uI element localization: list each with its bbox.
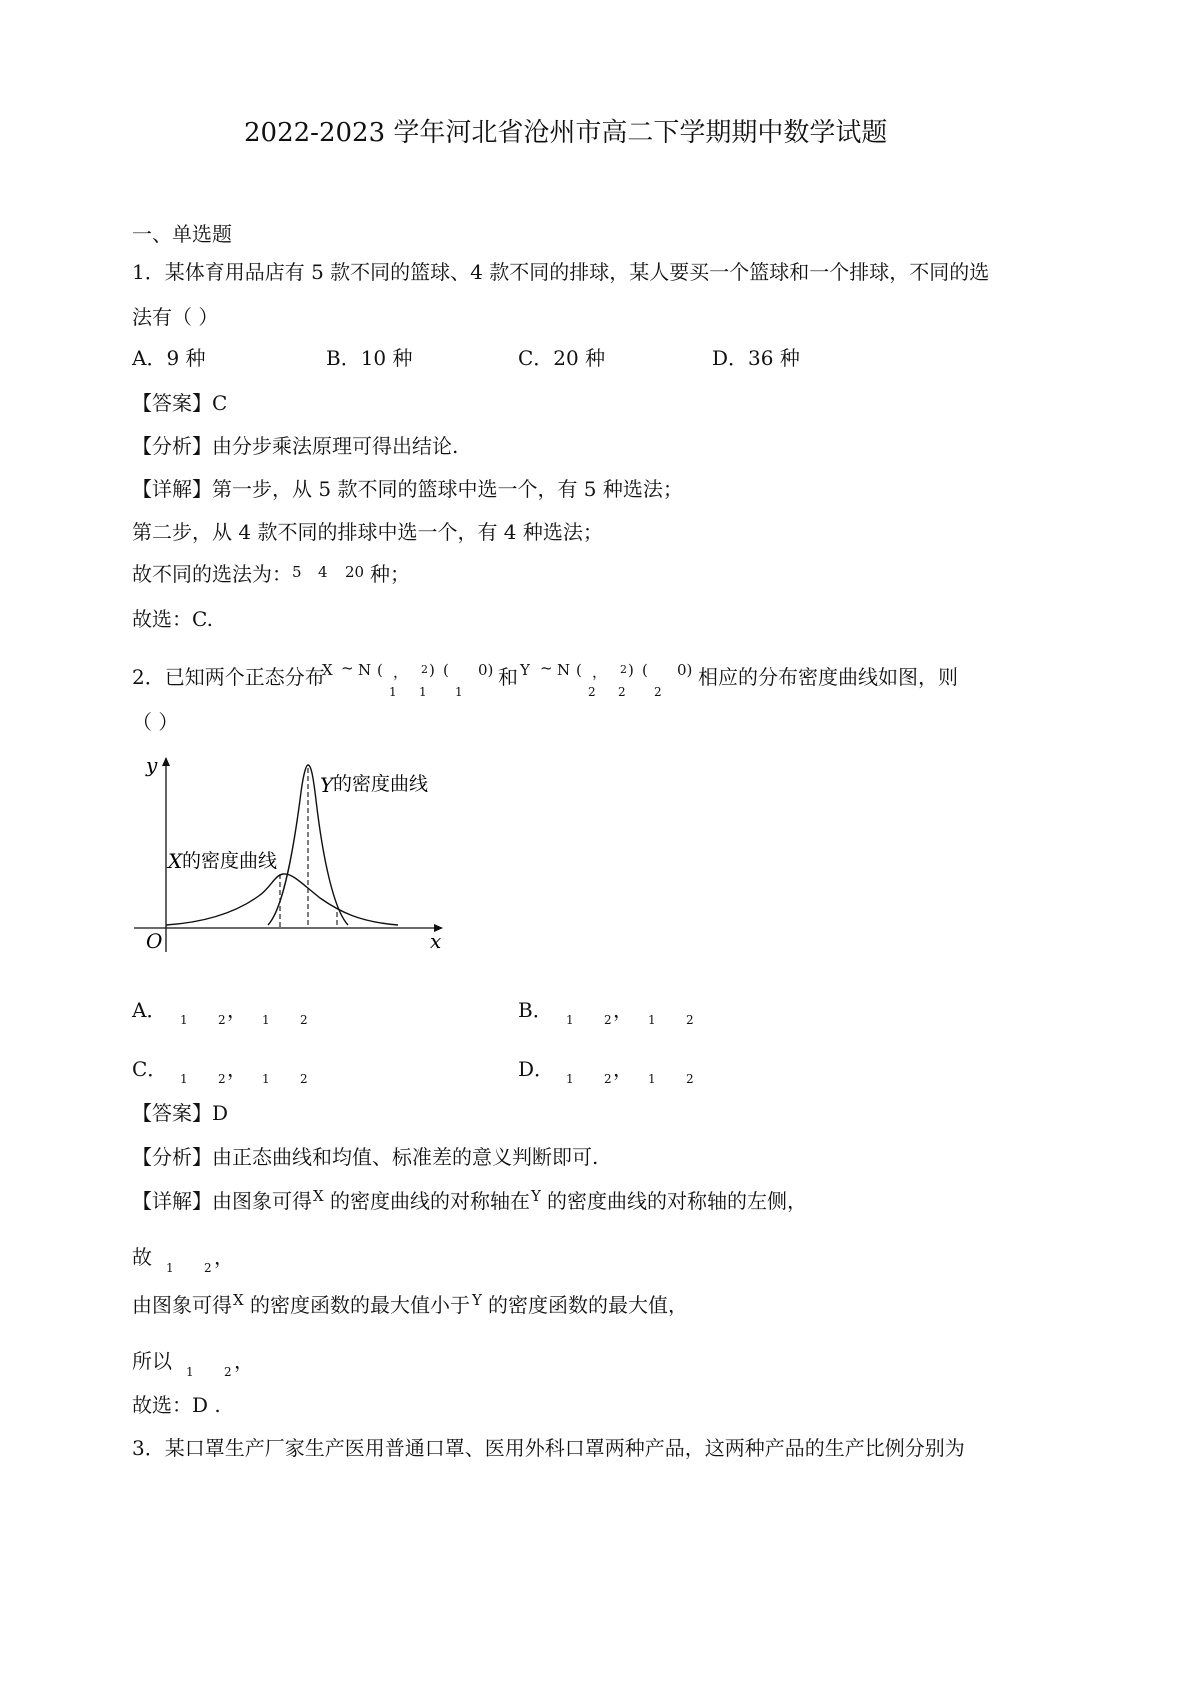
q2-detail-line5: 故选：D . xyxy=(132,1393,221,1417)
q2-option-a-sub1: 1 xyxy=(180,1013,188,1027)
q2-detail-line3-a: 由图象可得 xyxy=(132,1293,232,1317)
x-density-curve xyxy=(166,874,398,925)
q1-detail-line4: 故选：C. xyxy=(132,607,213,631)
x-curve-label: 的密度曲线 xyxy=(182,850,278,872)
q2-stem-open-1b: ( xyxy=(443,661,449,679)
q2-detail-line2-prefix: 故 xyxy=(132,1245,152,1269)
density-curves-figure xyxy=(120,750,450,960)
q2-stem-zero-1: 0) xyxy=(478,661,494,679)
q2-option-d-sub1: 1 xyxy=(566,1072,574,1086)
q2-stem-sub-b: 1 xyxy=(419,685,427,699)
q2-option-b-sep: ， xyxy=(613,998,633,1022)
q2-option-d-sep: ， xyxy=(613,1057,633,1081)
q2-answer: 【答案】D xyxy=(132,1101,229,1125)
q2-detail-line1-c: 的密度曲线的对称轴的左侧， xyxy=(547,1189,807,1213)
q2-stem-prefix: 2．已知两个正态分布 xyxy=(132,665,325,689)
q1-math-4: 4 xyxy=(318,563,328,581)
q2-option-a-sep: ， xyxy=(227,998,247,1022)
document-title: 2022-2023 学年河北省沧州市高二下学期期中数学试题 xyxy=(244,118,888,148)
q2-stem-sub-e: 2 xyxy=(618,685,626,699)
origin-label: O xyxy=(146,929,163,953)
q2-option-d-sub2: 2 xyxy=(604,1072,612,1086)
q1-detail-line2: 第二步，从 4 款不同的排球中选一个，有 4 种选法； xyxy=(132,520,603,544)
q2-detail-line2-sub2: 2 xyxy=(204,1261,212,1275)
q2-option-b-sub1: 1 xyxy=(566,1013,574,1027)
q2-stem-y: Y xyxy=(520,661,530,679)
q2-option-c-sub3: 1 xyxy=(262,1072,270,1086)
q2-stem-paren-2: ( xyxy=(576,661,582,679)
q2-option-c-sub4: 2 xyxy=(300,1072,308,1086)
q2-detail-line3-c: 的密度函数的最大值， xyxy=(488,1293,688,1317)
q2-stem-n-1: N xyxy=(358,661,372,679)
q1-detail-line1: 【详解】第一步，从 5 款不同的篮球中选一个，有 5 种选法； xyxy=(132,477,683,501)
q1-stem-line1: 1．某体育用品店有 5 款不同的篮球、4 款不同的排球，某人要买一个篮球和一个排球，不同的选 xyxy=(132,260,990,284)
q2-detail-line2-sub1: 1 xyxy=(166,1261,174,1275)
q2-stem-suffix: 相应的分布密度曲线如图，则 xyxy=(698,665,958,689)
q2-detail-line3-y: Y xyxy=(472,1291,482,1309)
x-axis-label: x xyxy=(430,929,442,953)
q2-detail-line3-b: 的密度函数的最大值小于 xyxy=(250,1293,470,1317)
q2-detail-line4-prefix: 所以 xyxy=(132,1349,172,1373)
q2-option-c-sub2: 2 xyxy=(218,1072,226,1086)
x-curve-var: X xyxy=(168,849,183,873)
q2-option-c-sub1: 1 xyxy=(180,1072,188,1086)
q2-stem-sub-c: 1 xyxy=(455,685,463,699)
q2-stem-tilde-2: ~ xyxy=(540,659,553,677)
q2-option-d-sub4: 2 xyxy=(686,1072,694,1086)
y-curve-label: 的密度曲线 xyxy=(333,773,429,795)
q1-option-a: A．9 种 xyxy=(132,346,206,370)
q2-detail-line4-sub1: 1 xyxy=(186,1365,194,1379)
q2-option-a-sub4: 2 xyxy=(300,1013,308,1027)
q1-detail-line3-prefix: 故不同的选法为： xyxy=(132,562,292,586)
q2-detail-line2-suffix: ， xyxy=(214,1245,234,1269)
q2-detail-line4-suffix: ， xyxy=(234,1349,254,1373)
q2-stem-x: X xyxy=(322,661,333,679)
q2-stem-n-2: N xyxy=(557,661,571,679)
q2-stem-sup-2: 2 xyxy=(620,663,627,676)
q2-option-a-sub2: 2 xyxy=(218,1013,226,1027)
q2-option-d-sub3: 1 xyxy=(648,1072,656,1086)
q3-stem-line1: 3．某口罩生产厂家生产医用普通口罩、医用外科口罩两种产品，这两种产品的生产比例分别为 xyxy=(132,1436,965,1460)
q1-math-5: 5 xyxy=(292,563,302,581)
q2-stem-sup-1: 2 xyxy=(421,663,428,676)
q1-analysis: 【分析】由分步乘法原理可得出结论. xyxy=(132,434,459,458)
q2-detail-line1-y: Y xyxy=(531,1187,541,1205)
q2-option-a-sub3: 1 xyxy=(262,1013,270,1027)
q2-option-c-sep: ， xyxy=(227,1057,247,1081)
q1-option-d: D．36 种 xyxy=(712,346,800,370)
q1-option-b: B．10 种 xyxy=(326,346,413,370)
q2-option-b-sub2: 2 xyxy=(604,1013,612,1027)
q2-option-c-letter: C． xyxy=(132,1057,168,1081)
q2-stem-sub-a: 1 xyxy=(389,685,397,699)
q2-detail-line4-sub2: 2 xyxy=(224,1365,232,1379)
q2-option-a-letter: A． xyxy=(132,998,167,1022)
q1-stem-line2: 法有（ ） xyxy=(132,305,219,329)
q2-detail-line3-x: X xyxy=(233,1291,244,1309)
q2-detail-line1-a: 【详解】由图象可得 xyxy=(132,1189,312,1213)
q2-analysis: 【分析】由正态曲线和均值、标准差的意义判断即可. xyxy=(132,1145,599,1169)
q2-stem-paren-1: ( xyxy=(377,661,383,679)
q2-stem-comma-1: ， xyxy=(393,663,409,681)
q2-option-b-sub3: 1 xyxy=(648,1013,656,1027)
q2-detail-line1-x: X xyxy=(313,1187,324,1205)
q1-detail-line3-suffix: 种； xyxy=(370,562,410,586)
q2-option-d-letter: D． xyxy=(518,1057,555,1081)
q2-stem-zero-2: 0) xyxy=(677,661,693,679)
q1-option-c: C．20 种 xyxy=(518,346,606,370)
q2-detail-line1-b: 的密度曲线的对称轴在 xyxy=(330,1189,530,1213)
y-curve-var: Y xyxy=(320,773,334,797)
q2-option-b-letter: B． xyxy=(518,998,553,1022)
q2-stem-line2: （ ） xyxy=(132,710,179,734)
q2-stem-comma-2: ， xyxy=(592,663,608,681)
y-axis-label: y xyxy=(146,753,158,777)
q2-stem-and: 和 xyxy=(498,665,518,689)
q2-stem-open-2b: ( xyxy=(642,661,648,679)
q2-stem-close-2: ) xyxy=(628,661,634,679)
q1-answer: 【答案】C xyxy=(132,391,228,415)
q2-stem-sub-f: 2 xyxy=(654,685,662,699)
q1-math-20: 20 xyxy=(345,563,365,581)
q2-stem-tilde-1: ~ xyxy=(341,659,354,677)
q2-stem-close-1: ) xyxy=(429,661,435,679)
q2-stem-sub-d: 2 xyxy=(588,685,596,699)
section-heading: 一、单选题 xyxy=(132,222,232,246)
q2-option-b-sub4: 2 xyxy=(686,1013,694,1027)
